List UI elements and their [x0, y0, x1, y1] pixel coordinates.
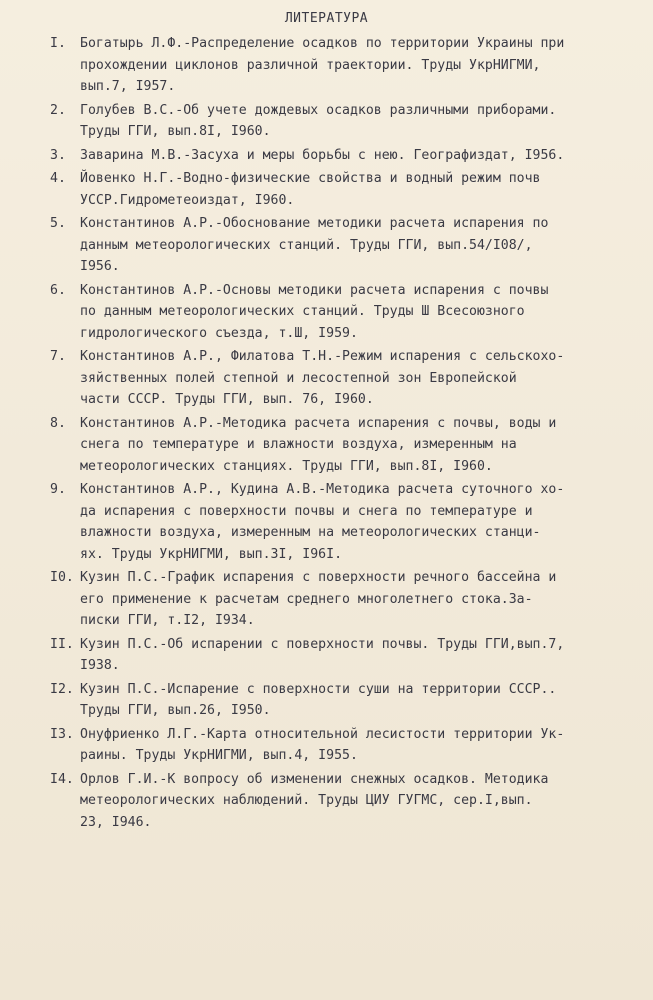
reference-list	[50, 33, 618, 835]
reference-text	[80, 769, 618, 834]
reference-item	[50, 168, 618, 211]
reference-item	[50, 145, 618, 167]
reference-number: I2.	[50, 681, 74, 697]
reference-line: Орлов Г.И.-К вопросу об изменении снежных осадков. Методика	[80, 771, 549, 787]
reference-item	[50, 413, 618, 478]
reference-number: 5.	[50, 216, 66, 231]
reference-number: I4.	[50, 771, 74, 787]
reference-line: 23, I946.	[80, 814, 152, 830]
reference-line: I956.	[80, 259, 120, 274]
reference-text	[80, 346, 618, 411]
reference-item	[50, 346, 618, 411]
reference-item	[50, 479, 618, 565]
reference-line: влажности воздуха, измеренным на метеорологических станци-	[80, 525, 541, 540]
reference-line: метеорологических наблюдений. Труды ЦИУ ГУГМС, сер.I,вып.	[80, 793, 533, 808]
reference-text	[80, 479, 618, 565]
reference-number: 9.	[50, 482, 66, 497]
reference-line: ях. Труды УкрНИГМИ, вып.3I, I96I.	[80, 546, 343, 562]
reference-text	[80, 679, 618, 722]
reference-line: Константинов А.Р.-Методика расчета испарения с почвы, воды и	[80, 415, 557, 431]
reference-number: 8.	[50, 415, 66, 431]
reference-line: Константинов А.Р., Кудина А.В.-Методика расчета суточного хо-	[80, 482, 565, 497]
reference-line: прохождении циклонов различной траектории. Труды УкрНИГМИ,	[80, 57, 541, 73]
reference-line: да испарения с поверхности почвы и снега по температуре и	[80, 503, 533, 519]
reference-line: Богатырь Л.Ф.-Распределение осадков по территории Украины при	[80, 36, 565, 51]
reference-line: УССР.Гидрометеоиздат, I960.	[80, 192, 295, 208]
reference-item	[50, 724, 618, 767]
reference-line: Кузин П.С.-График испарения с поверхности речного бассейна и	[80, 570, 557, 585]
reference-line: писки ГГИ, т.I2, I934.	[80, 613, 255, 628]
reference-text	[80, 100, 618, 143]
reference-number: I3.	[50, 726, 74, 742]
reference-line: Труды ГГИ, вып.8I, I960.	[80, 124, 271, 139]
reference-line: вып.7, I957.	[80, 79, 176, 94]
page-title: ЛИТЕРАТУРА	[284, 11, 369, 26]
reference-item	[50, 100, 618, 143]
reference-line: Йовенко Н.Г.-Водно-физические свойства и водный режим почв	[80, 171, 541, 186]
reference-text	[80, 280, 618, 345]
reference-line: Голубев В.С.-Об учете дождевых осадков различными приборами.	[80, 102, 557, 118]
reference-line: раины. Труды УкрНИГМИ, вып.4, I955.	[80, 748, 358, 763]
reference-text	[80, 168, 618, 211]
reference-line: I938.	[80, 658, 120, 673]
reference-text	[80, 724, 618, 767]
reference-line: Онуфриенко Л.Г.-Карта относительной лесистости территории Ук-	[80, 726, 565, 742]
reference-line: Кузин П.С.-Об испарении с поверхности почвы. Труды ГГИ,вып.7,	[80, 636, 565, 652]
reference-line: снега по температуре и влажности воздуха, измеренным на	[80, 437, 517, 452]
reference-text	[80, 634, 618, 677]
reference-item	[50, 213, 618, 278]
reference-text	[80, 567, 618, 632]
reference-text	[80, 413, 618, 478]
reference-item	[50, 634, 618, 677]
reference-line: Константинов А.Р.-Обоснование методики расчета испарения по	[80, 216, 549, 231]
reference-number: 4.	[50, 171, 66, 186]
reference-line: Константинов А.Р., Филатова Т.Н.-Режим испарения с сельскохо-	[80, 349, 565, 364]
reference-item	[50, 679, 618, 722]
reference-item	[50, 567, 618, 632]
reference-item	[50, 33, 618, 98]
reference-number: 3.	[50, 147, 66, 163]
reference-line: метеорологических станциях. Труды ГГИ, вып.8I, I960.	[80, 458, 493, 474]
reference-item	[50, 769, 618, 834]
reference-number: II.	[50, 636, 74, 652]
reference-item	[50, 280, 618, 345]
reference-line: данным метеорологических станций. Труды ГГИ, вып.54/I08/,	[80, 237, 533, 253]
reference-number: 7.	[50, 349, 66, 364]
reference-line: его применение к расчетам среднего многолетнего стока.За-	[80, 591, 533, 607]
reference-line: Константинов А.Р.-Основы методики расчета испарения с почвы	[80, 282, 549, 298]
reference-line: Заварина М.В.-Засуха и меры борьбы с нею. Географиздат, I956.	[80, 147, 565, 163]
reference-line: Кузин П.С.-Испарение с поверхности суши на территории СССР..	[80, 681, 557, 697]
reference-number: 6.	[50, 282, 66, 298]
reference-number: I0.	[50, 570, 74, 585]
reference-text	[80, 33, 618, 98]
reference-number: I.	[50, 36, 66, 51]
reference-line: Труды ГГИ, вып.26, I950.	[80, 703, 271, 718]
reference-line: части СССР. Труды ГГИ, вып. 76, I960.	[80, 392, 374, 407]
reference-line: гидрологического съезда, т.Ш, I959.	[80, 325, 358, 341]
reference-number: 2.	[50, 102, 66, 118]
reference-text	[80, 213, 618, 278]
reference-line: зяйственных полей степной и лесостепной зон Европейской	[80, 370, 517, 386]
reference-text	[80, 145, 618, 167]
reference-line: по данным метеорологических станций. Труды Ш Всесоюзного	[80, 304, 525, 319]
